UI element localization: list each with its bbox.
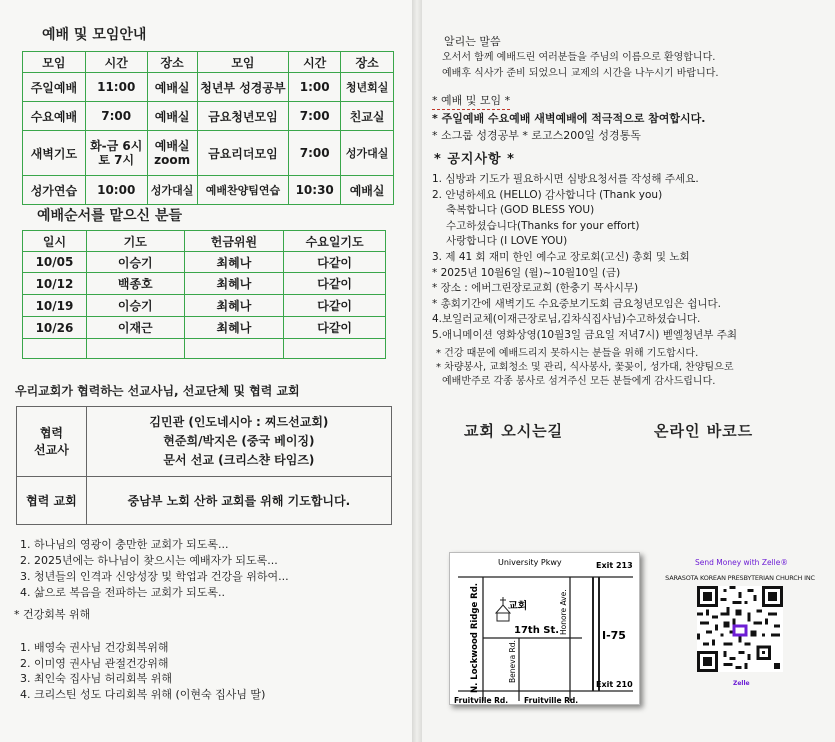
schedule-cell: 화-금 6시 토 7시	[85, 131, 147, 176]
schedule-header: 모임	[23, 52, 86, 73]
schedule-cell: 성가대실	[147, 176, 197, 205]
schedule-cell: 예배실	[147, 102, 197, 131]
schedule-title: 예배 및 모임안내	[42, 27, 147, 43]
map-label-honore: Honore Ave.	[559, 589, 568, 635]
missionary-row	[17, 407, 392, 477]
roster-header: 수요일기도	[284, 231, 386, 252]
schedule-cell: 주일예배	[23, 73, 86, 102]
notice-item: * 장소 : 에버그린장로교회 (한충기 목사시무)	[432, 282, 639, 295]
missionary-item: 문서 선교 (크리스챤 타임즈)	[163, 453, 315, 467]
schedule-cell: 1:00	[289, 73, 341, 102]
roster-cell	[86, 339, 184, 359]
roster-cell: 백종호	[86, 273, 184, 295]
qr-code[interactable]	[697, 586, 783, 672]
missionary-item: 현준희/박지은 (중국 베이징)	[163, 434, 315, 448]
schedule-cell: 10:00	[85, 176, 147, 205]
roster-title: 예배순서를 맡으신 분들	[37, 208, 182, 224]
closing-line: * 차량봉사, 교회청소 및 관리, 식사봉사, 꽃꽂이, 성가대, 찬양팀으로	[436, 362, 734, 373]
notice-item: 수고하셨습니다(Thanks for your effort)	[446, 219, 640, 232]
schedule-cell: 성가대실	[341, 131, 394, 176]
notice-item: 축복합니다 (GOD BLESS YOU)	[446, 204, 595, 217]
roster-row	[23, 273, 386, 295]
partner-row	[17, 477, 392, 525]
schedule-row	[23, 73, 394, 102]
prayer-list	[20, 537, 289, 601]
zelle-org: SARASOTA KOREAN PRESBYTERIAN CHURCH INC	[665, 574, 815, 582]
map-label-17th: 17th St.	[514, 625, 560, 636]
roster-row	[23, 317, 386, 339]
roster-row	[23, 339, 386, 359]
roster-cell: 다같이	[284, 273, 386, 295]
health-title: * 건강회복 위해	[14, 608, 91, 621]
schedule-row	[23, 131, 394, 176]
schedule-header: 모임	[197, 52, 289, 73]
schedule-header: 장소	[147, 52, 197, 73]
schedule-cell: 금요청년모임	[197, 102, 289, 131]
schedule-header: 시간	[289, 52, 341, 73]
schedule-header-row	[23, 52, 394, 73]
schedule-cell: 친교실	[341, 102, 394, 131]
missionary-label: 협력 선교사	[17, 407, 87, 477]
page-fold	[412, 0, 422, 742]
map-label-i75: I-75	[602, 629, 626, 642]
announce-block	[442, 34, 719, 82]
map-label-lockwood: N. Lockwood Ridge Rd.	[470, 582, 480, 693]
prayer-item: 4. 삶으로 복음을 전파하는 교회가 되도록..	[20, 586, 225, 599]
roster-cell: 10/19	[23, 295, 87, 317]
notice-item: * 총회기간에 새벽기도 수요중보기도회 금요청년모임은 쉽니다.	[432, 297, 721, 310]
roster-cell	[23, 339, 87, 359]
notice-item: 1. 심방과 기도가 필요하시면 심방요청서를 작성해 주세요.	[432, 173, 699, 185]
map-label-exit210: Exit 210	[596, 680, 633, 689]
map-graphic	[450, 553, 641, 706]
church-map	[449, 552, 640, 705]
map-label-university: University Pkwy	[498, 558, 562, 567]
notice-item: 5.애니메이션 영화상영(10월3일 금요일 저녁7시) 벧엘청년부 주최	[432, 328, 738, 341]
roster-table	[22, 230, 386, 359]
left-page	[0, 0, 412, 742]
zelle-brand: Zelle	[733, 680, 750, 687]
announce-title: 알리는 말씀	[444, 35, 501, 48]
schedule-cell: 예배실	[341, 176, 394, 205]
schedule-row	[23, 102, 394, 131]
closing-line: 예배반주로 각종 봉사로 섬겨주신 모든 분들에게 감사드립니다.	[442, 376, 716, 387]
map-label-fruitville-east: Fruitville Rd.	[524, 696, 579, 705]
health-list	[20, 640, 265, 702]
mission-table	[16, 406, 392, 525]
schedule-cell: 7:00	[289, 102, 341, 131]
prayer-item: 1. 하나님의 영광이 충만한 교회가 되도록...	[20, 538, 229, 551]
health-item: 1. 배영숙 권사님 건강회복위해	[20, 641, 169, 654]
roster-cell: 다같이	[284, 252, 386, 273]
roster-cell: 최혜나	[184, 317, 284, 339]
partner-text: 중남부 노회 산하 교회를 위해 기도합니다.	[86, 477, 391, 525]
health-item: 2. 이미영 권사님 관절건강위해	[20, 656, 169, 670]
health-item: 3. 최인숙 집사님 허리회복 위해	[20, 672, 172, 685]
worship-line: * 주일예배 수요예배 새벽예배에 적극적으로 참여합시다.	[432, 112, 706, 125]
worship-block	[432, 92, 705, 144]
closing-line: * 건강 때문에 예배드리지 못하시는 분들을 위해 기도합시다.	[436, 348, 699, 359]
qr-pattern	[697, 586, 783, 672]
roster-header: 헌금위원	[184, 231, 284, 252]
health-item: 4. 크리스틴 성도 다리회복 위해 (이현숙 집사님 딸)	[20, 687, 266, 701]
zelle-title: Send Money with Zelle®	[695, 558, 788, 567]
missionary-item: 김민관 (인도네시아 : 찌드선교회)	[149, 415, 329, 429]
notice-list	[432, 172, 737, 344]
roster-cell: 이승기	[86, 252, 184, 273]
worship-line: * 소그룹 성경공부 * 로고스200일 성경통독	[432, 129, 641, 142]
schedule-cell: 예배실 zoom	[147, 131, 197, 176]
schedule-cell: 7:00	[85, 102, 147, 131]
schedule-row	[23, 176, 394, 205]
schedule-table	[22, 51, 394, 205]
roster-header: 일시	[23, 231, 87, 252]
mission-title: 우리교회가 협력하는 선교사님, 선교단체 및 협력 교회	[15, 384, 300, 398]
schedule-cell: 10:30	[289, 176, 341, 205]
schedule-cell: 청년회실	[341, 73, 394, 102]
roster-header-row	[23, 231, 386, 252]
roster-header: 기도	[86, 231, 184, 252]
barcode-label: 온라인 바코드	[654, 422, 754, 440]
schedule-cell: 청년부 성경공부	[197, 73, 289, 102]
schedule-header: 장소	[341, 52, 394, 73]
schedule-cell: 새벽기도	[23, 131, 86, 176]
closing-notes	[436, 347, 733, 389]
roster-cell	[284, 339, 386, 359]
map-label-fruitville-west: Fruitville Rd.	[454, 696, 509, 705]
roster-cell	[184, 339, 284, 359]
directions-label: 교회 오시는길	[464, 422, 564, 440]
roster-row	[23, 252, 386, 273]
roster-cell: 다같이	[284, 317, 386, 339]
notice-item: 3. 제 41 회 재미 한인 예수교 장로회(고신) 총회 및 노회	[432, 250, 690, 263]
notice-item: 4.보일러교체(이재근장로님,김차식집사님)수고하셨습니다.	[432, 313, 701, 326]
partner-label: 협력 교회	[17, 477, 87, 525]
roster-cell: 10/05	[23, 252, 87, 273]
schedule-cell: 금요리더모임	[197, 131, 289, 176]
notice-item: 2. 안녕하세요 (HELLO) 감사합니다 (Thank you)	[432, 188, 663, 201]
schedule-header: 시간	[85, 52, 147, 73]
schedule-cell: 예배찬양팀연습	[197, 176, 289, 205]
schedule-cell: 예배실	[147, 73, 197, 102]
roster-row	[23, 295, 386, 317]
roster-cell: 최혜나	[184, 252, 284, 273]
roster-cell: 10/12	[23, 273, 87, 295]
roster-cell: 이승기	[86, 295, 184, 317]
notice-title: * 공지사항 *	[434, 152, 515, 167]
announce-line: 오서서 함께 예배드린 여러분들을 주님의 이름으로 환영합니다.	[442, 52, 716, 63]
notice-item: 사랑합니다 (I LOVE YOU)	[446, 235, 568, 248]
worship-title: * 예배 및 모임 *	[432, 92, 510, 110]
prayer-item: 2. 2025년에는 하나님이 찾으시는 예배자가 되도록...	[20, 554, 278, 567]
notice-item: * 2025년 10월6일 (월)~10월10일 (금)	[432, 266, 621, 279]
prayer-item: 3. 청년들의 인격과 신앙성장 및 학업과 건강을 위하여...	[20, 570, 289, 583]
roster-cell: 이재근	[86, 317, 184, 339]
roster-cell: 최혜나	[184, 295, 284, 317]
missionary-list	[86, 407, 391, 477]
schedule-cell: 7:00	[289, 131, 341, 176]
roster-cell: 최혜나	[184, 273, 284, 295]
schedule-cell: 11:00	[85, 73, 147, 102]
map-label-exit213: Exit 213	[596, 561, 633, 570]
schedule-cell: 수요예배	[23, 102, 86, 131]
announce-line: 예배후 식사가 준비 되었으니 교제의 시간을 나누시기 바랍니다.	[442, 68, 719, 79]
map-label-church: 교회	[508, 601, 528, 612]
schedule-cell: 성가연습	[23, 176, 86, 205]
roster-cell: 다같이	[284, 295, 386, 317]
zelle-qr-card	[665, 552, 815, 707]
roster-cell: 10/26	[23, 317, 87, 339]
map-label-beneva: Beneva Rd.	[508, 640, 517, 683]
